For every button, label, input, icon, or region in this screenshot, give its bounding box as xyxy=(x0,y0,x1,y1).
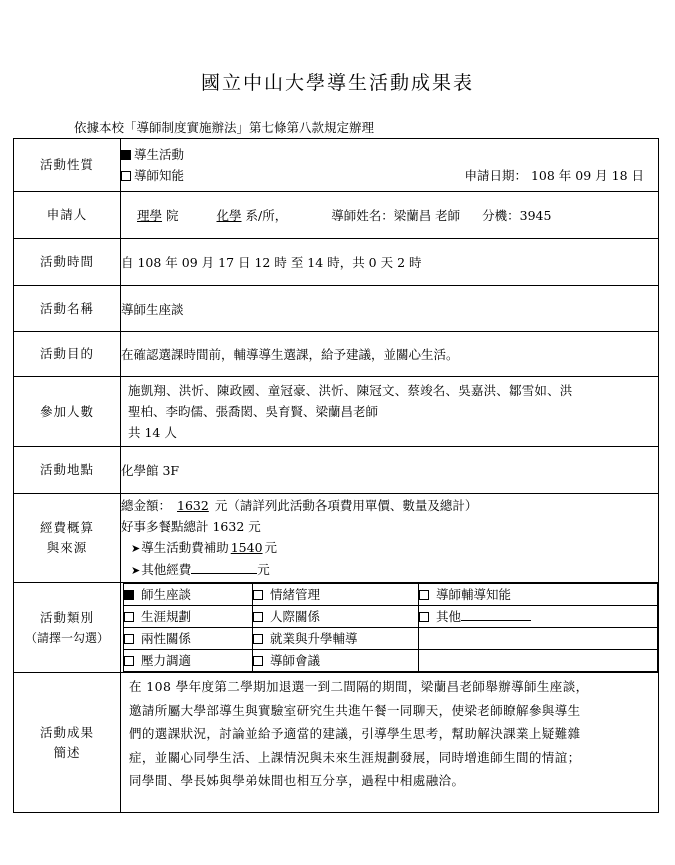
label-applicant: 申請人 xyxy=(14,192,121,239)
row-category xyxy=(14,583,659,673)
result-line: 邀請所屬大學部導生與實驗室研究生共進午餐一同聊天，使梁老師瞭解參與導生 xyxy=(129,702,581,718)
category-option: 兩性關係 xyxy=(140,631,191,646)
label-category-line-1: 活動類別 xyxy=(39,609,94,625)
category-row xyxy=(124,584,658,606)
budget-subsidy-amount: 1540 xyxy=(230,540,263,555)
row-participants xyxy=(14,377,659,447)
budget-item: 好事多餐點總計 1632 元 xyxy=(121,519,261,534)
category-option: 情緒管理 xyxy=(269,587,320,602)
category-option: 導師會議 xyxy=(269,653,320,668)
value-budget xyxy=(121,494,659,583)
department-suffix: 系/所， xyxy=(245,207,288,223)
checkbox-mentor-guidance-knowledge[interactable] xyxy=(419,590,429,600)
value-time: 自 108 年 09 月 17 日 12 時 至 14 時，共 0 天 2 時 xyxy=(121,239,659,286)
category-row xyxy=(124,650,658,672)
college-name: 理學 xyxy=(137,207,163,223)
budget-subsidy-prefix: 導生活動費補助 xyxy=(141,540,229,555)
college-suffix: 院 xyxy=(166,207,179,223)
participants-line-1: 施凱翔、洪忻、陳政國、童冠豪、洪忻、陳冠文、蔡竣名、吳嘉洪、鄒雪如、洪 xyxy=(128,383,573,398)
participants-line-2: 聖柏、李昀儒、張喬閎、吳育賢、梁蘭昌老師 xyxy=(128,404,379,419)
checkbox-teacher-student-talk[interactable] xyxy=(124,590,134,600)
option-mentor-knowledge: 導師知能 xyxy=(134,168,185,183)
label-time: 活動時間 xyxy=(14,239,121,286)
checkbox-student-activity[interactable] xyxy=(121,150,131,160)
label-result-line-1: 活動成果 xyxy=(39,724,94,740)
participants-count: 共 14 人 xyxy=(128,425,177,440)
checkbox-other[interactable] xyxy=(419,612,429,622)
row-time xyxy=(14,239,659,286)
label-budget xyxy=(14,494,121,583)
row-purpose xyxy=(14,332,659,377)
department-name: 化學 xyxy=(216,207,242,223)
checkbox-career-planning[interactable] xyxy=(124,612,134,622)
value-location: 化學館 3F xyxy=(121,447,659,494)
regulation-basis: 依據本校「導師制度實施辦法」第七條第八款規定辦理 xyxy=(74,120,375,135)
value-category xyxy=(121,583,659,673)
label-activity-name: 活動名稱 xyxy=(14,286,121,332)
row-result xyxy=(14,673,659,813)
label-result-line-2: 簡述 xyxy=(53,744,81,760)
value-purpose: 在確認選課時間前，輔導導生選課，給予建議，並關心生活。 xyxy=(121,332,659,377)
result-line: 在 108 學年度第二學期加退選一到二間隔的期間，梁蘭昌老師舉辦導師生座談， xyxy=(129,679,589,694)
row-name xyxy=(14,286,659,332)
mentor-name: 導師姓名：梁蘭昌 老師 xyxy=(331,207,461,223)
checkbox-mentor-meeting[interactable] xyxy=(253,656,263,666)
checkbox-mentor-knowledge[interactable] xyxy=(121,171,131,181)
label-participants: 參加人數 xyxy=(14,377,121,447)
budget-other-suffix: 元 xyxy=(257,562,270,577)
budget-other-prefix: 其他經費 xyxy=(141,562,192,577)
arrow-icon: ➤ xyxy=(131,564,141,577)
value-applicant xyxy=(121,192,659,239)
category-option: 導師輔導知能 xyxy=(435,587,511,602)
label-location: 活動地點 xyxy=(14,447,121,494)
row-location xyxy=(14,447,659,494)
checkbox-employment-guidance[interactable] xyxy=(253,634,263,644)
apply-date: 申請日期： 108 年 09 月 18 日 xyxy=(464,168,644,183)
checkbox-gender-relations[interactable] xyxy=(124,634,134,644)
row-budget xyxy=(14,494,659,583)
label-category xyxy=(14,583,121,673)
category-option: 人際關係 xyxy=(269,609,320,624)
extension: 分機：3945 xyxy=(482,207,552,223)
budget-total-prefix: 總金額： xyxy=(121,498,172,513)
other-category-field[interactable] xyxy=(461,620,531,621)
label-purpose: 活動目的 xyxy=(14,332,121,377)
value-participants xyxy=(121,377,659,447)
budget-total-suffix: 元（請詳列此活動各項費用單價、數量及總計） xyxy=(214,498,478,513)
result-line: 症，並關心同學生活、上課情況與未來生涯規劃發展，同時增進師生間的情誼； xyxy=(129,749,581,765)
category-options xyxy=(123,583,658,672)
category-option: 就業與升學輔導 xyxy=(269,631,358,646)
label-budget-line-2: 與來源 xyxy=(46,540,88,555)
label-budget-line-1: 經費概算 xyxy=(39,520,94,535)
value-nature xyxy=(121,139,659,192)
category-option: 生涯規劃 xyxy=(140,609,191,624)
checkbox-stress-adjustment[interactable] xyxy=(124,656,134,666)
label-category-line-2: （請擇一勾選） xyxy=(24,630,109,645)
budget-subsidy-suffix: 元 xyxy=(264,540,278,555)
checkbox-interpersonal[interactable] xyxy=(253,612,263,622)
checkbox-emotion-management[interactable] xyxy=(253,590,263,600)
activity-form xyxy=(13,138,659,813)
page-title: 國立中山大學導生活動成果表 xyxy=(200,72,474,94)
row-nature xyxy=(14,139,659,192)
value-activity-name: 導師生座談 xyxy=(121,286,659,332)
budget-other-amount-field[interactable] xyxy=(191,573,257,574)
arrow-icon: ➤ xyxy=(131,542,141,555)
result-line: 們的選課狀況，討論並給予適當的建議，引導學生思考，幫助解決課業上疑難雜 xyxy=(129,726,581,741)
row-applicant xyxy=(14,192,659,239)
category-row xyxy=(124,606,658,628)
budget-total-amount: 1632 xyxy=(177,498,209,513)
result-line: 同學間、學長姊與學弟妹間也相互分享，過程中相處融洽。 xyxy=(129,773,465,788)
category-option: 師生座談 xyxy=(140,587,191,602)
label-nature: 活動性質 xyxy=(14,139,121,192)
label-result xyxy=(14,673,121,813)
category-option: 其他 xyxy=(435,609,461,624)
category-option: 壓力調適 xyxy=(140,653,191,668)
option-student-activity: 導生活動 xyxy=(134,147,185,162)
category-row xyxy=(124,628,658,650)
value-result xyxy=(121,673,659,813)
